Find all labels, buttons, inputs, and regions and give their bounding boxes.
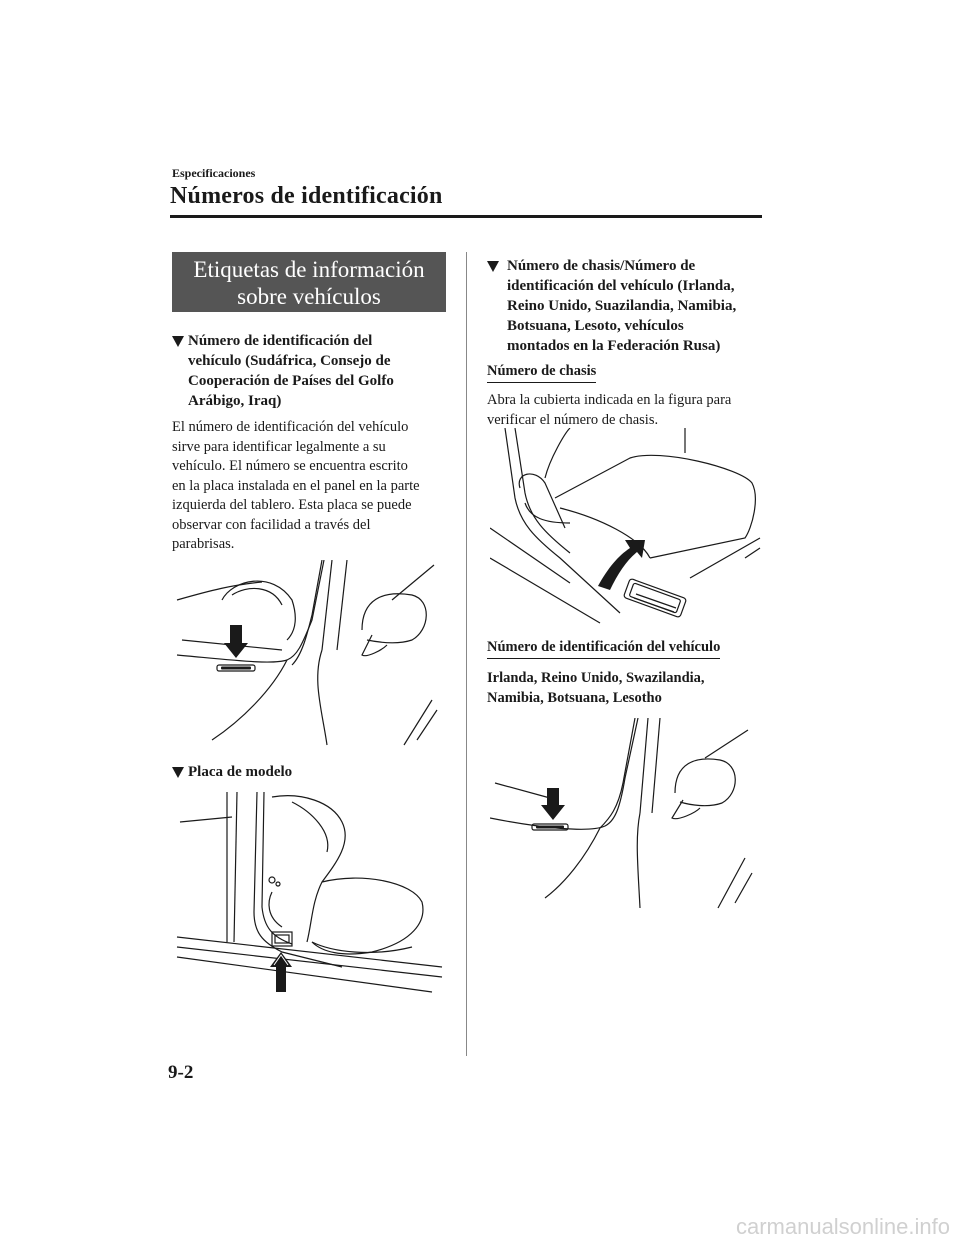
heading-triangle-icon [487,261,499,272]
chassis-cover-figure [490,428,762,630]
heading-triangle-icon [172,767,184,778]
paragraph-line: verificar el número de chasis. [487,411,659,428]
section-heading-vin [172,331,394,411]
paragraph-line: vehículo. El número se encuentra escrito [172,458,408,474]
heading-line: Número de chasis/Número de [507,258,696,274]
vin-regions [487,668,705,708]
heading-triangle-icon [172,336,184,347]
heading-line: Cooperación de Países del Golfo [188,373,394,389]
title-rule [170,215,762,218]
vin-subheading-text: Número de identificación del vehículo [487,638,720,659]
heading-line: Reino Unido, Suazilandia, Namibia, [507,298,737,314]
regions-line: Irlanda, Reino Unido, Swazilandia, [487,670,705,686]
dashboard-vin-figure-right [490,718,760,913]
banner-line-2: sobre vehículos [237,284,381,309]
model-plate-figure [172,792,444,1002]
heading-line: identificación del vehículo (Irlanda, [507,278,735,294]
chassis-subheading [487,362,596,383]
chassis-paragraph [487,391,731,430]
vin-subheading [487,638,720,659]
regions-line: Namibia, Botsuana, Lesotho [487,690,662,706]
heading-line: vehículo (Sudáfrica, Consejo de [188,353,391,369]
page-number: 9-2 [168,1062,194,1083]
paragraph-line: en la placa instalada en el panel en la parte [172,477,420,494]
breadcrumb: Especificaciones [172,166,256,180]
heading-line: Botsuana, Lesoto, vehículos [507,318,684,334]
page-title: Números de identificación [170,183,443,209]
banner-line-1: Etiquetas de información [193,257,425,282]
paragraph-line: observar con facilidad a través del [172,516,371,533]
paragraph-line: El número de identificación del vehículo [172,419,409,435]
paragraph-line: parabrisas. [172,536,235,552]
heading-line: montados en la Federación Rusa) [507,338,721,354]
paragraph-line: Abra la cubierta indicada en la figura para [487,392,732,408]
paragraph-line: izquierda del tablero. Esta placa se puede [172,497,412,513]
heading-line: Arábigo, Iraq) [188,393,282,409]
watermark: carmanualsonline.info [735,1214,950,1239]
column-divider [466,252,467,1056]
section-heading-chassis-vin [487,256,736,356]
vin-paragraph [172,418,420,555]
section-banner [172,252,446,312]
chassis-subheading-text: Número de chasis [487,362,596,383]
heading-line: Número de identificación del [188,333,373,349]
heading-line: Placa de modelo [188,764,293,780]
section-heading-model-plate [172,762,292,782]
paragraph-line: sirve para identificar legalmente a su [172,438,386,455]
dashboard-vin-figure [172,560,452,750]
